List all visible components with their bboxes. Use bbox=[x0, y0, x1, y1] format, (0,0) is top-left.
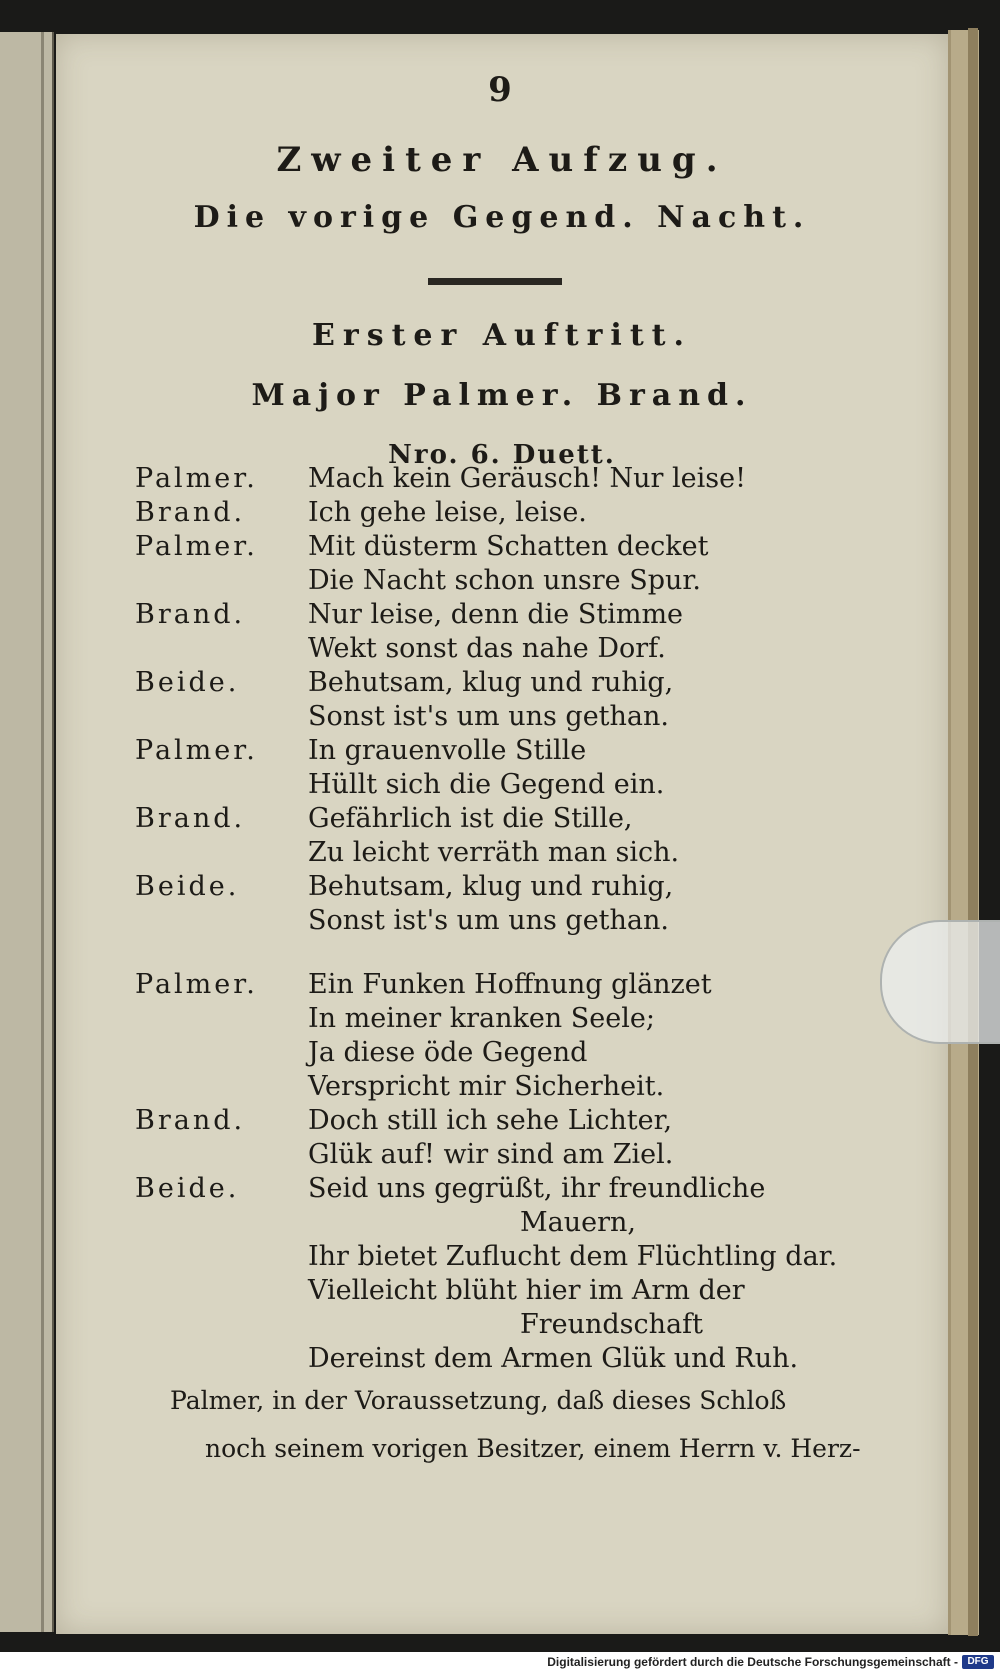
verse-line: Hüllt sich die Gegend ein. bbox=[308, 769, 665, 800]
speaker-label: Brand. bbox=[135, 1105, 246, 1136]
verse-line: Seid uns gegrüßt, ihr freundliche bbox=[308, 1173, 766, 1204]
verse-line: Nur leise, denn die Stimme bbox=[308, 599, 684, 630]
verse-line: Mach kein Geräusch! Nur leise! bbox=[308, 463, 746, 494]
page-stack-shadow bbox=[968, 28, 978, 1636]
verse-line: Mauern, bbox=[520, 1207, 636, 1238]
stage-direction: noch seinem vorigen Besitzer, einem Herrn v. Herz- bbox=[205, 1434, 861, 1463]
left-page-fold bbox=[41, 32, 44, 1632]
speaker-label: Brand. bbox=[135, 599, 246, 630]
speaker-label: Brand. bbox=[135, 803, 246, 834]
scene-title: Erster Auftritt. bbox=[312, 318, 692, 353]
speaker-label: Palmer. bbox=[135, 463, 258, 494]
dfg-logo: DFG bbox=[962, 1655, 994, 1669]
verse-line: Gefährlich ist die Stille, bbox=[308, 803, 633, 834]
verse-line: Die Nacht schon unsre Spur. bbox=[308, 565, 701, 596]
speaker-label: Beide. bbox=[135, 871, 240, 902]
footer-bar bbox=[0, 1652, 1000, 1673]
page-number: 9 bbox=[488, 70, 512, 110]
verse-line: Ich gehe leise, leise. bbox=[308, 497, 587, 528]
verse-line: Mit düsterm Schatten decket bbox=[308, 531, 709, 562]
act-title: Zweiter Aufzug. bbox=[276, 140, 728, 180]
stage-direction: Palmer, in der Voraussetzung, daß dieses Schloß bbox=[170, 1386, 787, 1415]
verse-line: Ihr bietet Zuflucht dem Flüchtling dar. bbox=[308, 1241, 838, 1272]
verse-line: Freundschaft bbox=[520, 1309, 703, 1340]
verse-line: In meiner kranken Seele; bbox=[308, 1003, 655, 1034]
verse-line: Zu leicht verräth man sich. bbox=[308, 837, 680, 868]
speaker-label: Palmer. bbox=[135, 735, 258, 766]
verse-line: Glük auf! wir sind am Ziel. bbox=[308, 1139, 674, 1170]
speaker-label: Brand. bbox=[135, 497, 246, 528]
verse-line: Behutsam, klug und ruhig, bbox=[308, 667, 674, 698]
verse-line: Behutsam, klug und ruhig, bbox=[308, 871, 674, 902]
characters-line: Major Palmer. Brand. bbox=[251, 378, 753, 413]
verse-line: Verspricht mir Sicherheit. bbox=[308, 1071, 665, 1102]
page-clip bbox=[880, 920, 1000, 1044]
section-divider bbox=[428, 278, 562, 285]
verse-line: Vielleicht blüht hier im Arm der bbox=[308, 1275, 745, 1306]
verse-line: Sonst ist's um uns gethan. bbox=[308, 701, 669, 732]
funding-note: Digitalisierung gefördert durch die Deutsche Forschungsgemeinschaft - bbox=[547, 1655, 958, 1669]
verse-line: Sonst ist's um uns gethan. bbox=[308, 905, 669, 936]
number-title: Nro. 6. Duett. bbox=[388, 440, 616, 470]
verse-line: Doch still ich sehe Lichter, bbox=[308, 1105, 673, 1136]
verse-line: Ein Funken Hoffnung glänzet bbox=[308, 969, 712, 1000]
scene-setting: Die vorige Gegend. Nacht. bbox=[193, 200, 811, 235]
speaker-label: Beide. bbox=[135, 1173, 240, 1204]
verse-line: Wekt sonst das nahe Dorf. bbox=[308, 633, 666, 664]
speaker-label: Beide. bbox=[135, 667, 240, 698]
verse-line: Ja diese öde Gegend bbox=[308, 1037, 588, 1068]
verse-line: Dereinst dem Armen Glük und Ruh. bbox=[308, 1343, 799, 1374]
speaker-label: Palmer. bbox=[135, 969, 258, 1000]
verse-line: In grauenvolle Stille bbox=[308, 735, 587, 766]
left-page-edge bbox=[0, 32, 54, 1632]
speaker-label: Palmer. bbox=[135, 531, 258, 562]
